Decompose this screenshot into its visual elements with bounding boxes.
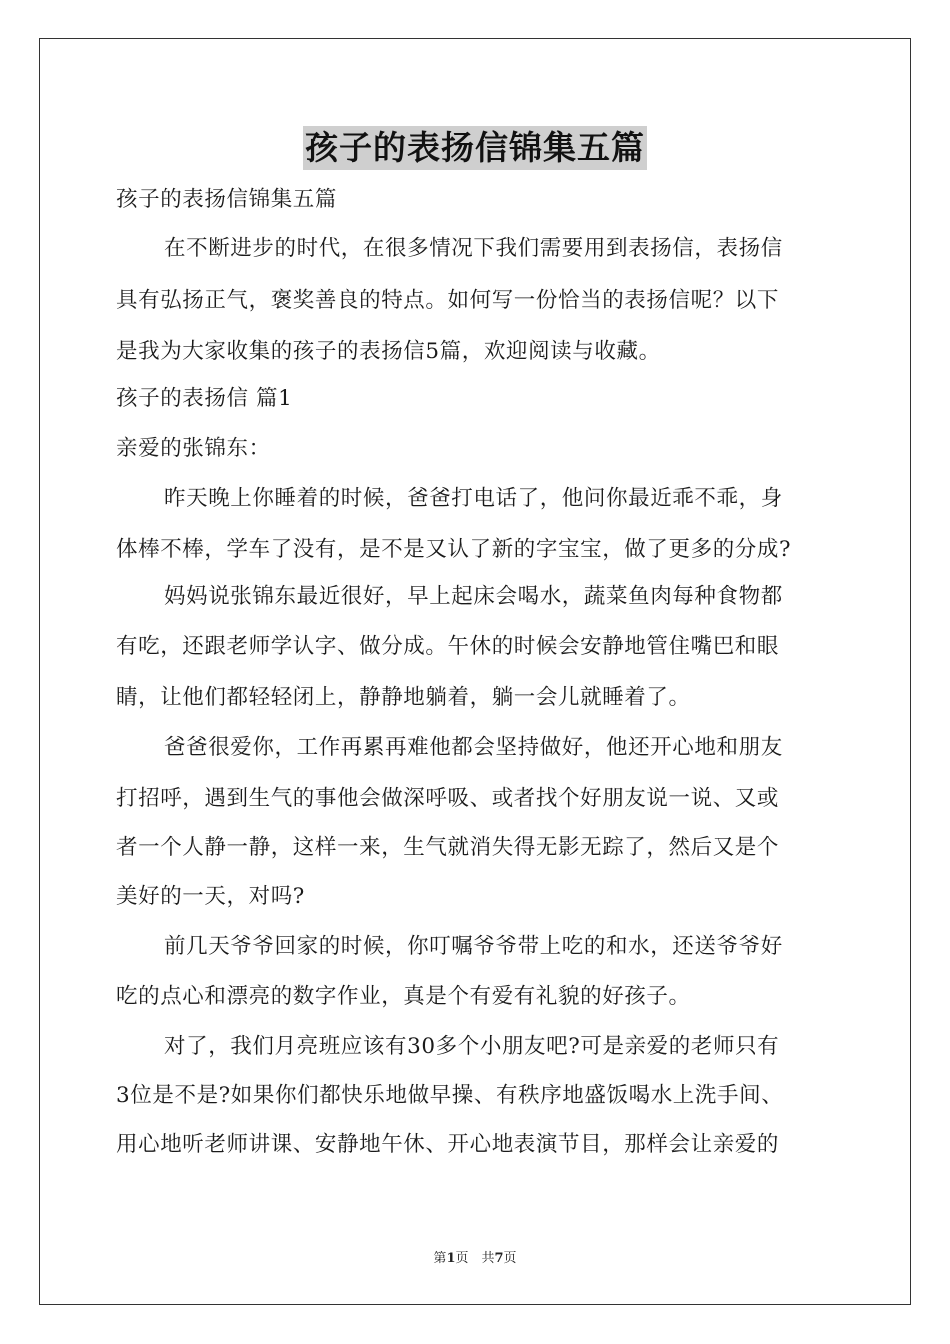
page-footer [0, 1247, 950, 1266]
paragraph-line: 在不断进步的时代，在很多情况下我们需要用到表扬信，表扬信 [164, 236, 783, 261]
paragraph-line: 3位是不是?如果你们都快乐地做早操、有秩序地盛饭喝水上洗手间、 [116, 1083, 784, 1108]
section-heading: 孩子的表扬信 篇1 [116, 386, 293, 411]
paragraph-line: 昨天晚上你睡着的时候，爸爸打电话了，他问你最近乖不乖，身 [164, 486, 783, 511]
paragraph-line: 打招呼，遇到生气的事他会做深呼吸、或者找个好朋友说一说、又或 [116, 786, 780, 811]
page-border [39, 38, 911, 1305]
salutation: 亲爱的张锦东： [116, 436, 271, 461]
current-page-number: 1 [446, 1251, 456, 1266]
footer-prefix: 第 [433, 1251, 447, 1266]
paragraph-line: 具有弘扬正气，褒奖善良的特点。如何写一份恰当的表扬信呢？以下 [116, 288, 780, 313]
paragraph-line: 是我为大家收集的孩子的表扬信5篇，欢迎阅读与收藏。 [116, 339, 661, 364]
paragraph-line: 用心地听老师讲课、安静地午休、开心地表演节目，那样会让亲爱的 [116, 1132, 780, 1157]
subtitle-line: 孩子的表扬信锦集五篇 [116, 187, 338, 212]
document-title: 孩子的表扬信锦集五篇 [303, 126, 647, 170]
paragraph-line: 吃的点心和漂亮的数字作业，真是个有爱有礼貌的好孩子。 [116, 984, 691, 1009]
paragraph-line: 爸爸很爱你，工作再累再难他都会坚持做好，他还开心地和朋友 [164, 735, 783, 760]
paragraph-line: 对了，我们月亮班应该有30多个小朋友吧?可是亲爱的老师只有 [164, 1034, 780, 1059]
total-pages-number: 7 [494, 1251, 504, 1266]
paragraph-line: 体棒不棒，学车了没有，是不是又认了新的字宝宝，做了更多的分成? [116, 537, 792, 562]
paragraph-line: 妈妈说张锦东最近很好，早上起床会喝水，蔬菜鱼肉每种食物都 [164, 584, 783, 609]
title-container [0, 126, 950, 170]
paragraph-line: 睛，让他们都轻轻闭上，静静地躺着，躺一会儿就睡着了。 [116, 685, 691, 710]
footer-suffix: 页 [503, 1251, 517, 1266]
paragraph-line: 前几天爷爷回家的时候，你叮嘱爷爷带上吃的和水，还送爷爷好 [164, 934, 783, 959]
paragraph-line: 者一个人静一静，这样一来，生气就消失得无影无踪了，然后又是个 [116, 835, 780, 860]
paragraph-line: 有吃，还跟老师学认字、做分成。午休的时候会安静地管住嘴巴和眼 [116, 634, 780, 659]
footer-mid: 页 共 [455, 1251, 495, 1266]
paragraph-line: 美好的一天，对吗? [116, 884, 305, 909]
